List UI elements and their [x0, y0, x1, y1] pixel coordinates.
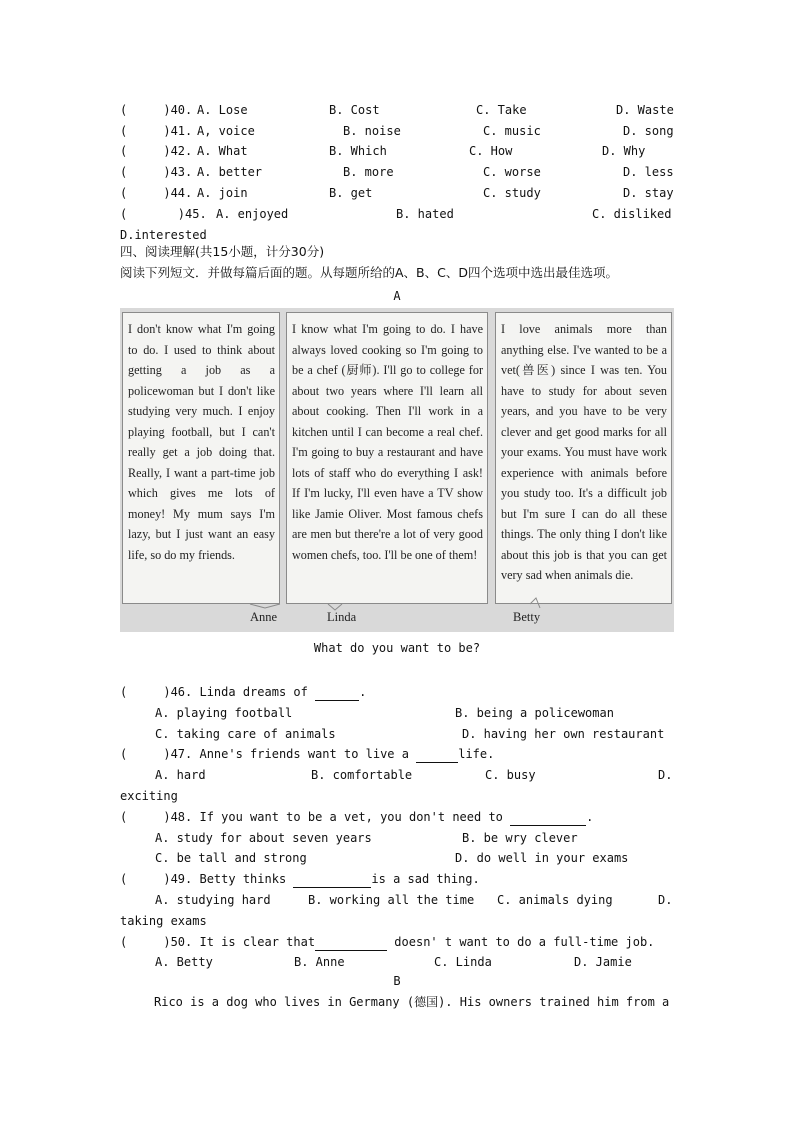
answer-blank	[315, 936, 387, 951]
section-instruction: 阅读下列短文．并做每篇后面的题。从每题所给的A、B、C、D四个选项中选出最佳选项。	[120, 265, 618, 280]
section-title: 四、阅读理解(共15小题，计分30分)	[120, 244, 325, 259]
name-anne: Anne	[250, 610, 278, 624]
question-41: ( )41. A, voice B. noise C. music D. song	[120, 124, 674, 138]
question-45: ( )45. A. enjoyed B. hated C. disliked	[120, 207, 672, 221]
question-46-options-cd: C. taking care of animals D. having her own restaurant	[155, 727, 665, 741]
name-linda: Linda	[327, 610, 357, 624]
passage-b-label: B	[393, 974, 401, 988]
question-50-options: A. Betty B. Anne C. Linda D. Jamie	[155, 955, 632, 969]
image-caption: What do you want to be?	[313, 641, 481, 655]
question-42: ( )42. A. What B. Which C. How D. Why	[120, 144, 646, 158]
linda-speech-panel: I know what I'm going to do. I have always loved cooking so I'm going to be a chef (厨师). I'll go to college for about two years where I'll learn all about cooking. Then I'll work in a kitchen until I can become a real chef. I'm going to buy a restaurant and have lots of staff who do everything I ask! If I'm lucky, I'll even have a TV show like Jamie Oliver. Most famous chefs are men but there're a lot of very good women chefs, too. I'll be one of them!	[286, 312, 488, 604]
question-48-options-cd: C. be tall and strong D. do well in your exams	[155, 851, 629, 865]
question-46-stem: ( )46. Linda dreams of .	[120, 685, 367, 699]
betty-speech-panel: I love animals more than anything else. I've wanted to be a vet(兽医) since I was ten. You have to study for about seven years, and you have to be very clever and get good marks for all your exams. You must have work experience with animals before you study too. It's a difficult job but I'm sure I can do all these things. The only thing I don't like about this job is that you can get very sad when animals die.	[495, 312, 672, 604]
answer-blank	[510, 811, 586, 826]
name-betty: Betty	[513, 610, 541, 624]
question-46-options-ab: A. playing football B. being a policewoman	[155, 706, 614, 720]
question-47-options: A. hard B. comfortable C. busy D.	[155, 768, 673, 782]
question-43: ( )43. A. better B. more C. worse D. less	[120, 165, 674, 179]
answer-blank	[315, 686, 359, 701]
question-48-stem: ( )48. If you want to be a vet, you don't need to .	[120, 810, 594, 824]
question-44: ( )44. A. join B. get C. study D. stay	[120, 186, 674, 200]
question-50-stem: ( )50. It is clear that doesn' t want to do a full-time job.	[120, 935, 655, 949]
speech-panels-image	[120, 308, 674, 632]
question-45-option-d: D.interested	[120, 228, 207, 242]
question-49-option-d-cont: taking exams	[120, 914, 207, 928]
passage-a-label: A	[393, 289, 401, 303]
passage-b-first-line: Rico is a dog who lives in Germany (德国). His owners trained him from a	[154, 995, 670, 1009]
question-48-options-ab: A. study for about seven years B. be wry clever	[155, 831, 578, 845]
question-40: ( )40. A. Lose B. Cost C. Take D. Waste	[120, 103, 674, 117]
question-49-stem: ( )49. Betty thinks is a sad thing.	[120, 872, 480, 886]
answer-blank	[293, 873, 371, 888]
question-49-options: A. studying hard B. working all the time C. animals dying D.	[155, 893, 673, 907]
anne-speech-panel: I don't know what I'm going to do. I used to think about getting a job as a policewoman but I don't like studying very much. I enjoy playing football, but I can't really get a job doing that. Really, I want a part-time job which gives me lots of money! My mum says I'm lazy, but I just want an easy life, so do my friends.	[122, 312, 280, 604]
question-47-option-d-cont: exciting	[120, 789, 178, 803]
question-47-stem: ( )47. Anne's friends want to live a life.	[120, 747, 495, 761]
answer-blank	[416, 748, 458, 763]
speech-tails	[120, 308, 674, 632]
